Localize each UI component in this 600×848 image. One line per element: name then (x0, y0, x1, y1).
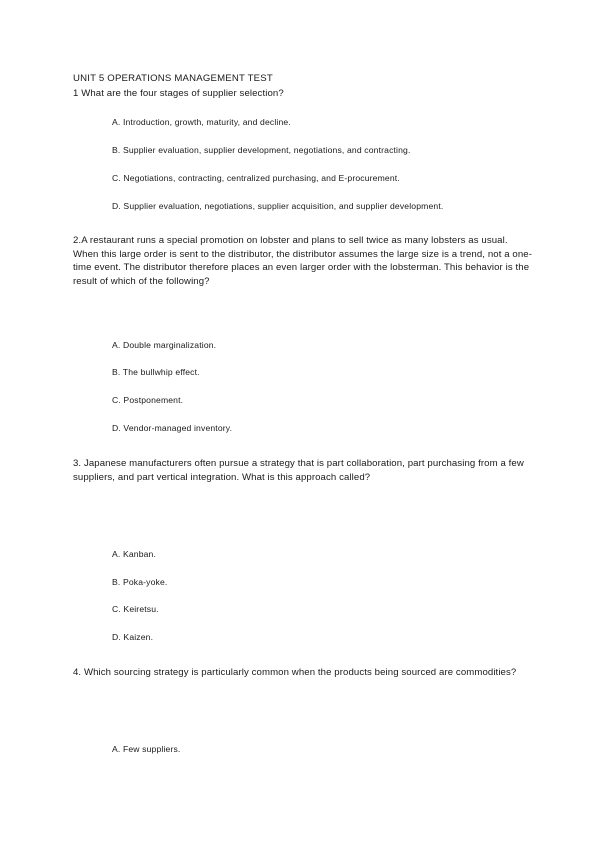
question-3-option-d: D. Kaizen. (112, 632, 154, 642)
question-2-option-c: C. Postponement. (112, 395, 184, 405)
question-3-option-c: C. Keiretsu. (112, 604, 159, 614)
question-4-text: 4. Which sourcing strategy is particularly common when the products being sourced are commodities? (73, 667, 517, 678)
question-2-option-d: D. Vendor-managed inventory. (112, 423, 233, 433)
question-2-option-b: B. The bullwhip effect. (112, 367, 200, 377)
question-1-option-d: D. Supplier evaluation, negotiations, supplier acquisition, and supplier development. (112, 201, 444, 211)
question-3-option-a: A. Kanban. (112, 549, 157, 559)
question-4-option-a: A. Few suppliers. (112, 744, 181, 754)
question-3-option-b: B. Poka-yoke. (112, 577, 168, 587)
question-1-option-b: B. Supplier evaluation, supplier development, negotiations, and contracting. (112, 145, 411, 155)
question-2-option-a: A. Double marginalization. (112, 340, 217, 350)
question-3-text: 3. Japanese manufacturers often pursue a strategy that is part collaboration, part purchasing from a few suppliers, and part vertical integration. What is this approach called? (73, 458, 524, 483)
question-1-option-c: C. Negotiations, contracting, centralized purchasing, and E-procurement. (112, 173, 400, 183)
document-title: UNIT 5 OPERATIONS MANAGEMENT TEST (73, 73, 273, 84)
question-1-text: 1 What are the four stages of supplier selection? (73, 88, 284, 99)
question-2-text: 2.A restaurant runs a special promotion on lobster and plans to sell twice as many lobsters as usual. When this large order is sent to the distributor, the distributor assumes the large size is a trend, not a one-time event. The distributor therefore places an even larger order with the lobsterman. This behavior is the result of which of the following? (73, 235, 533, 287)
question-1-option-a: A. Introduction, growth, maturity, and decline. (112, 117, 291, 127)
